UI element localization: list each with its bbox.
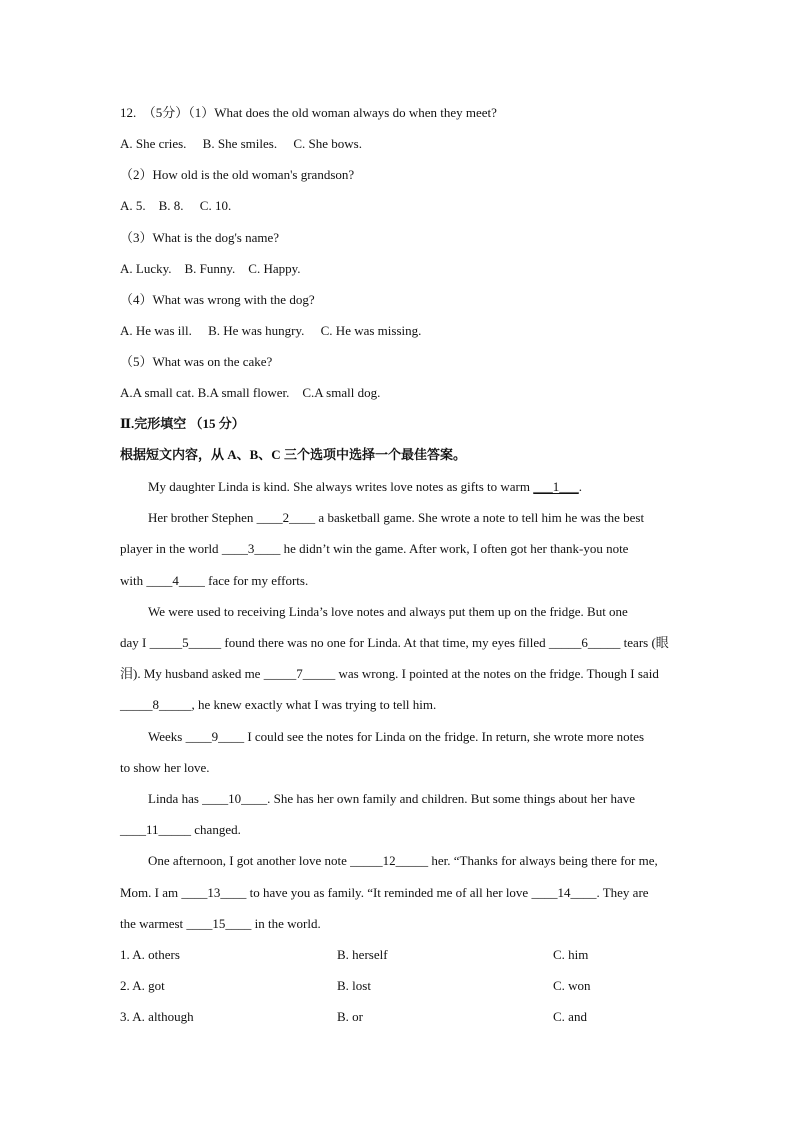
option-b: B. lost [337,978,371,993]
passage-text: the warmest [120,916,187,931]
blank-3: ____3____ [221,541,281,556]
option-a: 1. A. others [120,947,180,962]
passage-line [120,697,436,713]
passage-text: tears (眼 [620,635,669,650]
q12-2-question: （2）How old is the old woman's grandson? [120,167,355,182]
q12-1-options: A. She cries. B. She smiles. C. She bows. [120,136,362,151]
blank-9: ____9____ [185,729,245,744]
passage-line [148,729,644,745]
passage-text: . She has her own family and children. But some things about her have [267,791,636,806]
blank-6: _____6_____ [548,635,621,650]
passage-text: day I [120,635,150,650]
blank-1: ___1___ [533,479,579,494]
passage-line [120,541,628,557]
blank-8: _____8_____ [120,697,192,712]
passage-line [148,479,582,495]
passage-line: We were used to receiving Linda’s love notes and always put them up on the fridge. But one [148,604,628,619]
passage-line [120,885,649,901]
q12-5-options: A.A small cat. B.A small flower. C.A small dog. [120,385,381,400]
passage-text: in the world. [251,916,321,931]
section-instruction: 根据短文内容，从 A、B、C 三个选项中选择一个最佳答案。 [120,447,466,462]
option-a: 3. A. although [120,1009,194,1024]
blank-4: ____4____ [146,573,205,588]
option-c: C. and [553,1009,587,1024]
passage-text: changed. [191,822,241,837]
blank-2: ____2____ [256,510,316,525]
passage-text: My daughter Linda is kind. She always writes love notes as gifts to warm [148,479,534,494]
blank-11: ____11_____ [120,822,192,837]
option-a: 2. A. got [120,978,165,993]
passage-text: , he knew exactly what I was trying to tell him. [191,697,437,712]
passage-text: Mom. I am [120,885,182,900]
q12-5-question: （5）What was on the cake? [120,354,273,369]
option-c: C. him [553,947,589,962]
passage-text: 泪). My husband asked me [120,666,264,681]
passage-line [120,666,659,682]
passage-text: a basketball game. She wrote a note to tell him he was the best [315,510,645,525]
blank-5: _____5_____ [149,635,222,650]
q12-4-options: A. He was ill. B. He was hungry. C. He was missing. [120,323,422,338]
passage-line [148,791,635,807]
blank-7: _____7_____ [263,666,336,681]
passage-line [148,510,644,526]
passage-text: with [120,573,147,588]
passage-text: . [578,479,582,494]
passage-line: to show her love. [120,760,210,775]
blank-13: ____13____ [181,885,247,900]
option-b: B. or [337,1009,363,1024]
passage-text: Linda has [148,791,203,806]
q12-3-question: （3）What is the dog's name? [120,230,280,245]
q12-header: 12. （5分）（1）What does the old woman always do when they meet? [120,105,497,120]
option-c: C. won [553,978,591,993]
passage-line [120,635,669,651]
passage-line [120,573,308,589]
blank-14: ____14____ [531,885,597,900]
passage-text: was wrong. I pointed at the notes on the fridge. Though I said [335,666,659,681]
passage-text: face for my efforts. [204,573,309,588]
passage-text: her. “Thanks for always being there for me, [428,853,658,868]
blank-15: ____15____ [186,916,252,931]
passage-text: player in the world [120,541,222,556]
passage-text: to have you as family. “It reminded me of all her love [246,885,532,900]
passage-text: Her brother Stephen [148,510,257,525]
q12-2-options: A. 5. B. 8. C. 10. [120,198,232,213]
passage-text: One afternoon, I got another love note [148,853,351,868]
passage-line [148,853,658,869]
blank-10: ____10____ [202,791,268,806]
passage-line [120,822,241,838]
option-b: B. herself [337,947,388,962]
passage-text: he didn’t win the game. After work, I often got her thank-you note [280,541,629,556]
passage-text: found there was no one for Linda. At that time, my eyes filled [221,635,549,650]
passage-text: . They are [596,885,649,900]
section-title: Ⅱ.完形填空 （15 分） [120,416,245,431]
q12-3-options: A. Lucky. B. Funny. C. Happy. [120,261,301,276]
passage-text: Weeks [148,729,186,744]
blank-12: _____12_____ [350,853,429,868]
q12-4-question: （4）What was wrong with the dog? [120,292,315,307]
passage-line [120,916,321,932]
passage-text: I could see the notes for Linda on the fridge. In return, she wrote more notes [244,729,645,744]
